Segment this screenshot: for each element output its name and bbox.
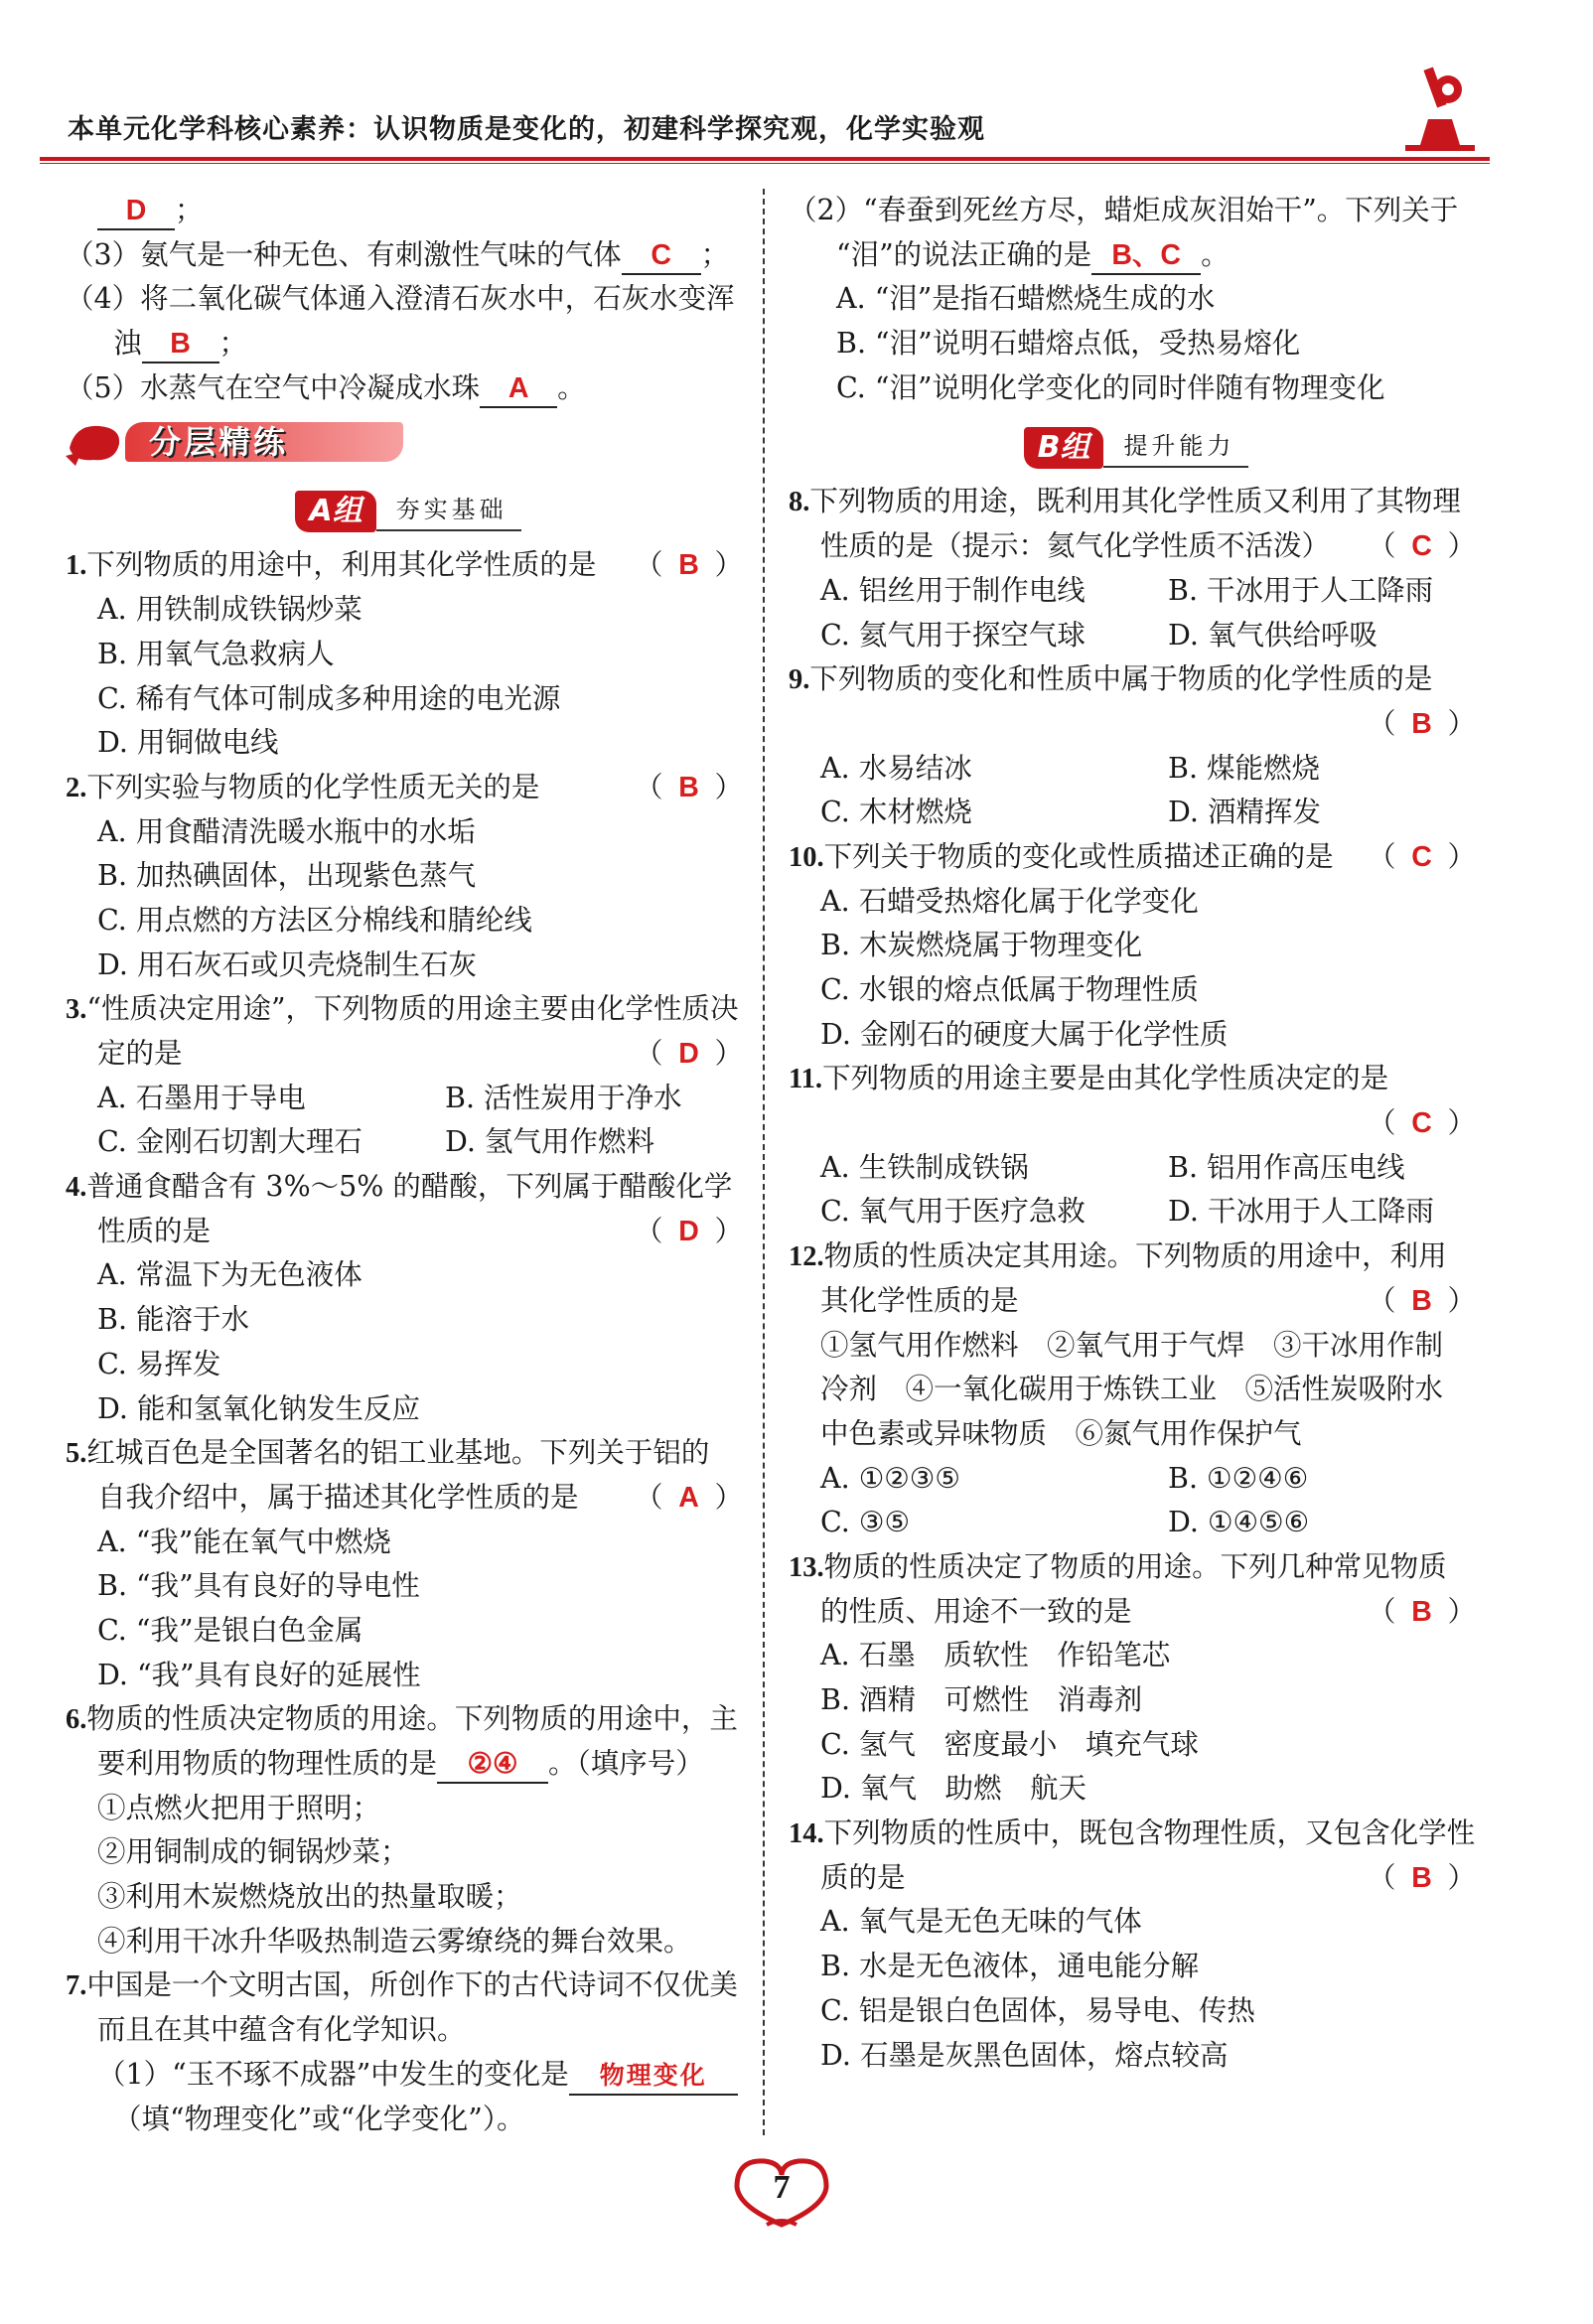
- punct: ；: [175, 194, 204, 226]
- text: 浊: [113, 327, 142, 361]
- option: ④利用干冰升华吸热制造云雾缭绕的舞台效果。: [97, 1924, 692, 1958]
- group-a-subtitle: 夯实基础: [376, 490, 521, 531]
- option: D. 干冰用于人工降雨: [1168, 1195, 1434, 1229]
- question-number: 10.: [789, 841, 824, 873]
- option: A. 石墨用于导电: [97, 1081, 306, 1114]
- question-13: [789, 1545, 1484, 1590]
- option: C. 氧气用于医疗急救: [820, 1195, 1086, 1229]
- option: A. 生铁制成铁锅: [820, 1150, 1029, 1184]
- question-3: [66, 987, 751, 1032]
- question-number: 8.: [789, 487, 810, 518]
- question-5: [66, 1431, 751, 1476]
- answer: B: [1411, 1284, 1432, 1317]
- statement-line: 中色素或异味物质 ⑥氮气用作保护气: [820, 1416, 1302, 1450]
- option-row: [66, 1077, 751, 1121]
- question-text: 性质的是: [97, 1214, 212, 1247]
- question-4: [66, 1165, 751, 1210]
- answer: B: [1411, 1861, 1432, 1894]
- option: A. ①②③⑤: [820, 1461, 960, 1495]
- option-row: [789, 747, 1484, 792]
- option: B. 水是无色液体，通电能分解: [820, 1950, 1200, 1983]
- carry-line-5: [66, 366, 751, 411]
- option: C. 木材燃烧: [820, 796, 972, 829]
- microscope-icon: [1390, 60, 1490, 159]
- punct: ；: [700, 237, 730, 271]
- option: D. 氧气 助燃 航天: [820, 1772, 1086, 1806]
- option-row: [789, 791, 1484, 835]
- answer: B: [1411, 1595, 1432, 1628]
- text: （3）氨气是一种无色、有刺激性气味的气体: [66, 237, 622, 271]
- option: C. 金刚石切割大理石: [97, 1125, 362, 1159]
- answer: B、C: [1111, 238, 1181, 271]
- option: A. 用铁制成铁锅炒菜: [97, 593, 362, 627]
- question-number: 3.: [66, 994, 87, 1026]
- question-text: 下列物质的用途主要是由其化学性质决定的是: [822, 1062, 1389, 1095]
- option: D. 能和氢氧化钠发生反应: [97, 1391, 420, 1425]
- option: C. “我”是银白色金属: [97, 1613, 363, 1647]
- carry-line-4: [66, 322, 751, 366]
- option: D. 用铜做电线: [97, 726, 279, 760]
- question-7-part-1-hint: （填“物理变化”或“化学变化”）。: [113, 2102, 525, 2135]
- group-b-banner: [789, 410, 1484, 480]
- carry-line-1: [66, 189, 751, 233]
- answer: C: [1411, 840, 1432, 873]
- question-8: [789, 480, 1484, 524]
- question-13-cont: 的性质、用途不一致的是 （ B ）: [789, 1590, 1484, 1635]
- question-number: 11.: [789, 1064, 823, 1095]
- option-row: [789, 1190, 1484, 1235]
- option: B. 活性炭用于净水: [445, 1081, 682, 1114]
- question-3-cont: 定的是 （ D ）: [66, 1032, 751, 1077]
- punct: ；: [218, 327, 248, 361]
- option: ①点燃火把用于照明；: [97, 1791, 381, 1824]
- option: B. “我”具有良好的导电性: [97, 1569, 420, 1603]
- question-9: [789, 657, 1484, 702]
- option: C. ③⑤: [820, 1506, 911, 1539]
- answer: B: [678, 771, 699, 803]
- statement-line: ①氢气用作燃料 ②氧气用于气焊 ③干冰用作制: [820, 1328, 1444, 1362]
- option: B. 铝用作高压电线: [1168, 1150, 1405, 1184]
- question-text: 其化学性质的是: [820, 1283, 1019, 1317]
- question-text: 要利用物质的物理性质的是: [97, 1747, 438, 1780]
- question-number: 2.: [66, 772, 87, 803]
- option: D. 氢气用作燃料: [445, 1125, 654, 1159]
- question-text: 下列物质的性质中，既包含物理性质，又包含化学性: [823, 1816, 1476, 1850]
- question-10: 10.下列关于物质的变化或性质描述正确的是 （ C ）: [789, 835, 1484, 880]
- answer: D: [125, 195, 147, 226]
- question-text: 下列关于物质的变化或性质描述正确的是: [823, 839, 1334, 873]
- answer: A: [507, 371, 529, 404]
- question-text: 普通食醋含有 3%～5% 的醋酸，下列属于醋酸化学: [86, 1170, 733, 1204]
- group-a-label: A组: [295, 491, 375, 532]
- answer: A: [678, 1481, 699, 1514]
- question-11-answer-line: （ C ）: [789, 1101, 1484, 1146]
- question-text: 质的是: [820, 1860, 906, 1894]
- option: A. “我”能在氧气中燃烧: [97, 1525, 391, 1558]
- option: C. 氦气用于探空气球: [820, 618, 1086, 652]
- option-row: [66, 1120, 751, 1165]
- brush-icon: [66, 418, 125, 468]
- question-text: “泪”的说法正确的是: [836, 237, 1092, 271]
- question-number: 9.: [789, 664, 810, 696]
- question-7-part-1: [66, 2053, 751, 2098]
- carry-line-2: [66, 233, 751, 278]
- answer: B: [1411, 707, 1432, 740]
- option: C. 水银的熔点低属于物理性质: [820, 973, 1199, 1006]
- question-text: 定的是: [97, 1037, 183, 1070]
- answer: D: [678, 1215, 699, 1247]
- answer: C: [1411, 1107, 1432, 1140]
- question-7: [66, 1963, 751, 2008]
- option: C. 氢气 密度最小 填充气球: [820, 1727, 1199, 1761]
- answer: B: [678, 549, 699, 582]
- question-text: （1）“玉不琢不成器”中发生的变化是: [97, 2057, 569, 2091]
- option: A. 氧气是无色无味的气体: [820, 1905, 1142, 1939]
- question-11: [789, 1057, 1484, 1101]
- option: ③利用木炭燃烧放出的热量取暖；: [97, 1880, 522, 1914]
- option: D. 用石灰石或贝壳烧制生石灰: [97, 947, 477, 981]
- statement-line: 冷剂 ④一氧化碳用于炼铁工业 ⑤活性炭吸附水: [820, 1373, 1444, 1406]
- option-row: [789, 1457, 1484, 1502]
- option: C. “泪”说明化学变化的同时伴随有物理变化: [836, 370, 1385, 404]
- option: C. 稀有气体可制成多种用途的电光源: [97, 681, 561, 715]
- question-7-part-2-cont: [789, 233, 1484, 278]
- question-text: 下列物质的变化和性质中属于物质的化学性质的是: [809, 662, 1433, 696]
- question-5-cont: 自我介绍中，属于描述其化学性质的是 （ A ）: [66, 1476, 751, 1521]
- question-6-cont: [66, 1742, 751, 1787]
- question-number: 13.: [789, 1551, 824, 1583]
- question-text: 物质的性质决定其用途。下列物质的用途中，利用: [823, 1239, 1447, 1273]
- question-text: 中国是一个文明古国，所创作下的古代诗词不仅优美: [86, 1968, 738, 2002]
- question-2: 2.下列实验与物质的化学性质无关的是 （ B ）: [66, 766, 751, 810]
- question-1: 1.下列物质的用途中，利用其化学性质的是 （ B ）: [66, 543, 751, 588]
- option: A. 铝丝用于制作电线: [820, 573, 1086, 607]
- answer: D: [678, 1038, 699, 1070]
- header-rule-thin: [40, 163, 1490, 164]
- option-row: [789, 614, 1484, 658]
- option: C. 铝是银白色固体，易导电、传热: [820, 1993, 1255, 2027]
- option: A. 用食醋清洗暖水瓶中的水垢: [97, 814, 476, 848]
- group-a-banner: [66, 480, 751, 543]
- option: C. 易挥发: [97, 1347, 221, 1380]
- option: D. 酒精挥发: [1168, 796, 1321, 829]
- question-12: [789, 1235, 1484, 1279]
- question-8-cont: 性质的是（提示：氦气化学性质不活泼） （ C ）: [789, 524, 1484, 569]
- group-b-subtitle: 提升能力: [1103, 426, 1248, 468]
- question-text: 下列实验与物质的化学性质无关的是: [86, 770, 540, 803]
- option: C. 用点燃的方法区分棉线和腈纶线: [97, 903, 532, 937]
- question-text: 。（填序号）: [548, 1747, 704, 1780]
- right-column: [789, 189, 1484, 2078]
- column-divider: [763, 189, 765, 2135]
- question-number: 14.: [789, 1818, 824, 1850]
- option: B. 干冰用于人工降雨: [1168, 573, 1434, 607]
- section-title: 分层精练: [149, 423, 289, 462]
- option: B. ①②④⑥: [1168, 1461, 1309, 1495]
- option: A. “泪”是指石蜡燃烧生成的水: [836, 282, 1216, 316]
- question-text: 性质的是（提示：氦气化学性质不活泼）: [820, 529, 1331, 563]
- question-number: 4.: [66, 1172, 87, 1204]
- question-text: 红城百色是全国著名的铝工业基地。下列关于铝的: [86, 1436, 710, 1470]
- option: ②用铜制成的铜锅炒菜；: [97, 1835, 409, 1869]
- option-row: [789, 1501, 1484, 1545]
- option: D. 氧气供给呼吸: [1168, 618, 1377, 652]
- option: D. 金刚石的硬度大属于化学性质: [820, 1017, 1229, 1051]
- question-text: 自我介绍中，属于描述其化学性质的是: [97, 1480, 579, 1514]
- option: A. 常温下为无色液体: [97, 1258, 362, 1292]
- option: D. “我”具有良好的延展性: [97, 1658, 421, 1691]
- option: A. 石墨 质软性 作铅笔芯: [820, 1639, 1171, 1672]
- punct: 。: [557, 370, 586, 404]
- answer: 物理变化: [599, 2060, 707, 2090]
- question-6: [66, 1697, 751, 1742]
- answer: B: [170, 328, 191, 361]
- punct: 。: [1201, 237, 1230, 271]
- page-header: 本单元化学科核心素养：认识物质是变化的，初建科学探究观，化学实验观: [68, 114, 985, 145]
- text: （4）将二氧化碳气体通入澄清石灰水中，石灰水变浑: [66, 282, 735, 316]
- question-number: 12.: [789, 1241, 824, 1273]
- option: B. 用氧气急救病人: [97, 637, 335, 670]
- question-9-answer-line: （ B ）: [789, 702, 1484, 747]
- question-text: 下列物质的用途中，利用其化学性质的是: [86, 548, 597, 582]
- option: A. 水易结冰: [820, 751, 972, 785]
- question-7-cont: 而且在其中蕴含有化学知识。: [97, 2013, 466, 2047]
- answer: C: [1411, 530, 1432, 563]
- option: B. “泪”说明石蜡熔点低，受热易熔化: [836, 327, 1301, 361]
- question-number: 5.: [66, 1438, 87, 1470]
- option: D. ①④⑤⑥: [1168, 1506, 1310, 1539]
- option: D. 石墨是灰黑色固体，熔点较高: [820, 2038, 1229, 2072]
- question-number: 7.: [66, 1970, 87, 2002]
- question-7-part-2: （2）“春蚕到死丝方尽，蜡炬成灰泪始干”。下列关于: [789, 194, 1459, 226]
- carry-line-3: [66, 277, 751, 322]
- question-text: 物质的性质决定了物质的用途。下列几种常见物质: [823, 1549, 1447, 1583]
- question-number: 6.: [66, 1704, 87, 1736]
- page-number: 7: [773, 2169, 791, 2206]
- left-column: [66, 189, 751, 2141]
- option-row: [789, 569, 1484, 614]
- option: B. 煤能燃烧: [1168, 751, 1321, 785]
- option: B. 能溶于水: [97, 1303, 250, 1337]
- question-text: 物质的性质决定物质的用途。下列物质的用途中，主: [86, 1702, 738, 1736]
- question-4-cont: 性质的是 （ D ）: [66, 1210, 751, 1254]
- option: B. 木炭燃烧属于物理变化: [820, 929, 1143, 962]
- option: A. 石蜡受热熔化属于化学变化: [820, 884, 1199, 918]
- answer: C: [651, 238, 671, 271]
- group-b-label: B组: [1024, 427, 1104, 469]
- header-rule: [40, 157, 1490, 161]
- question-14-cont: 质的是 （ B ）: [789, 1856, 1484, 1901]
- question-number: 1.: [66, 550, 87, 582]
- text: （5）水蒸气在空气中冷凝成水珠: [66, 370, 481, 404]
- question-12-cont: 其化学性质的是 （ B ）: [789, 1279, 1484, 1324]
- option: B. 加热碘固体，出现紫色蒸气: [97, 859, 477, 893]
- option: B. 酒精 可燃性 消毒剂: [820, 1683, 1143, 1716]
- question-14: [789, 1812, 1484, 1856]
- option-row: [789, 1146, 1484, 1191]
- question-text: “性质决定用途”，下列物质的用途主要由化学性质决: [86, 992, 739, 1026]
- question-text: 下列物质的用途，既利用其化学性质又利用了其物理: [809, 485, 1461, 518]
- section-banner: [66, 410, 751, 480]
- question-text: 的性质、用途不一致的是: [820, 1594, 1132, 1628]
- answer: ②④: [467, 1748, 518, 1780]
